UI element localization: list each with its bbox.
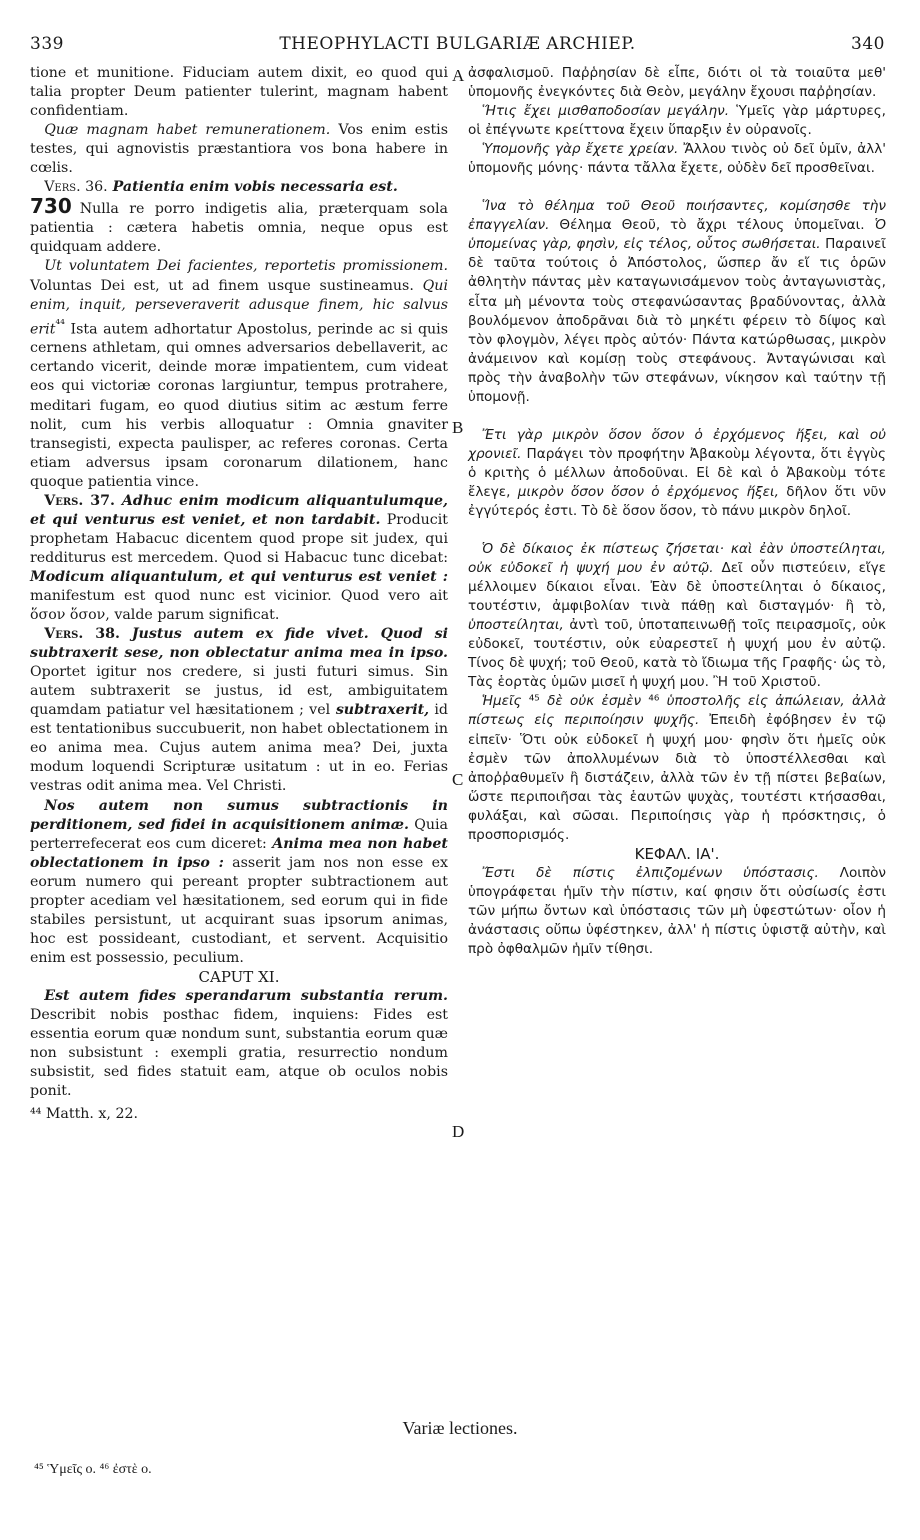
verse-ref: Vers. 37. [44, 492, 115, 509]
lemma: Nos autem non sumus subtractionis in perditionem, sed fidei in acquisitionem animæ. [30, 797, 448, 833]
lemma: Ἥτις ἔχει μισθαποδοσίαν μεγάλην. [481, 103, 730, 120]
quotation: μικρὸν ὅσον ὅσον ὁ ἐρχόμενος ἥξει, [510, 483, 779, 500]
greek-paragraph [468, 197, 886, 407]
variant-notes: ⁴⁵ Ὑμεῖς ο. ⁴⁶ ἐστὲ ο. [34, 1462, 152, 1477]
lemma: Est autem fides sperandarum substantia rerum. [44, 987, 448, 1004]
running-header [30, 34, 885, 58]
latin-text: Vos enim estis testes, qui agnovistis præstantiora vos bona habere in cœlis. [30, 122, 448, 177]
greek-paragraph [468, 692, 886, 844]
latin-text: Quia perterrefecerat eos cum diceret: [30, 816, 449, 852]
lemma: Justus autem ex fide vivet. Quod si subtraxerit sese, non oblectatur anima mea in ipso. [30, 626, 448, 662]
latin-text: Nulla re porro indigetis alia, præterquam sola patientia : cætera habetis omnia, neque opus est quidquam addere. [30, 201, 448, 256]
lemma: Ἔτι γὰρ μικρὸν ὅσον ὅσον ὁ ἐρχόμενος ἥξει, καὶ οὐ χρονιεῖ. [468, 426, 886, 462]
greek-text: Λοιπὸν ὑπογράφεται ἡμῖν τὴν πίστιν, καί φησιν ὅτι οὐσίωσίς ἐστι τῶν μήπω ὄντων καὶ ὑπόστασις τῶν μὴ ὑφεστώτων· οἷον ἡ ἀνάστασις οὔπω ὑφέστηκεν, ἀλλ' ἡ πίστις ὑφιστᾷ αὐτὴν, καὶ πρὸ ὀφθαλμῶν ἡμῖν τίθησι. [468, 864, 886, 958]
latin-paragraph [30, 178, 448, 257]
latin-text: Describit nobis posthac fidem, inquiens: Fides est essentia eorum quæ nondum sunt, substantia eorum quæ non subsistunt : exempli gratia, resurrectio nondum subsistit, sed fides statuit eam, atque ob oculos nobis ponit. [30, 1007, 448, 1100]
lemma: Ut voluntatem Dei facientes, reportetis promissionem. [44, 258, 448, 275]
variae-lectiones-heading: Variæ lectiones. [402, 1418, 518, 1438]
latin-text: Oportet igitur nos credere, si justi futuri simus. Sin autem subtraxerit se justus, id est, ambiguitatem quamdam patiatur vel hæsitationem ; vel [30, 664, 448, 719]
greek-paragraph [468, 426, 886, 521]
lemma: δὲ οὐκ ἐσμὲν [547, 693, 642, 710]
latin-paragraph [30, 987, 448, 1101]
lemma: Patientia enim vobis necessaria est. [107, 179, 398, 196]
quotation: Ὁ ὑπομείνας γὰρ, φησὶν, εἰς τέλος, οὗτος σωθήσεται. [468, 217, 886, 253]
latin-column [30, 64, 448, 1124]
verse-ref: Vers. 38. [44, 626, 120, 643]
latin-text: Ista autem adhortatur Apostolus, perinde ac si quis cernens athletam, qui omnes adversarios debellaverit, ac certando vicerit, deinde moræ impatientem, cum videat eos qui victoriæ coronas largiuntur, tempus protrahere, meditari fugam, eo quod diutius sitim ac æstum ferre nolit, cum his verbis alloquatur : Omnia gnaviter transegisti, expecta paulisper, ac referes coronas. Certa etiam adversus ipsam coronarum dilationem, hanc quoque patientia vince. [30, 321, 448, 490]
greek-text: Παραινεῖ δὲ ταῦτα τούτοις ὁ Ἀπόστολος, ὥσπερ ἄν εἴ τις ὁρῶν ἀθλητὴν πάντας μὲν καταγωνισάμενον τοὺς ἀνταγωνιστὰς, εἶτα μὴ μένοντα τοὺς στεφανώσαντας βραδύνοντας, ἀλλὰ βουλόμενον ἀποδρᾶναι διὰ τὸ μηκέτι φέρειν τὸ δίψος καὶ τὸν φλογμὸν, λέγει πρὸς αὐτόν· Πάντα κατώρθωσας, μικρὸν ἀνάμεινον καὶ κομίσῃ τοὺς στεφάνους. Ἀνταγώνισαι καὶ πρὸς τὴν ἀναβολὴν τῶν στεφάνων, νίκησον καὶ ταύτην τῇ ὑπομονῇ. [468, 236, 886, 405]
greek-text: Δεῖ οὖν πιστεύειν, εἴγε μέλλοιμεν δίκαιοι εἶναι. Ἐὰν δὲ ὑποστείληται ὁ δίκαιος, τουτέστιν, ἀμφιβολίαν τινὰ πάθῃ καὶ δισταγμόν· ἢ τὸ, [468, 560, 886, 615]
footnote: ⁴⁴ Matth. x, 22. [30, 1106, 139, 1123]
margin-marker-c: C [452, 770, 464, 789]
lemma: Ἡμεῖς [481, 693, 522, 710]
greek-text: δῆλον ὅτι νῦν ἐγγύτερός ἐστι. Τὸ δὲ ὅσον ὅσον, τὸ πάνυ μικρὸν δηλοῖ. [468, 483, 886, 519]
latin-text: asserit jam nos non esse ex eorum numero qui pereant propter subtractionem aut propter acediam vel hæsitationem, sed eorum qui in fide stabiles persistunt, ut acquirant suas ipsorum animas, hoc est possideant, custodiant, et servent. Acquisitio enim est possessio, peculium. [30, 854, 448, 966]
latin-paragraph: Ut voluntatem Dei facientes, reportetis promissionem. Voluntas Dei est, ut ad finem usque sustineamus. Qui enim, inquit, perseveraverit adusque finem, hic salvus erit$^{^{44}}$ Ista autem adhortatur Apostolus, perinde ac si quis cernens athletam, qui omnes adversarios debellaverit, ac certando vicerit, deinde moræ impatientem, cum videat eos qui victoriæ coronas largiuntur, tempus protrahere, meditari fugam, eo quod diutius sitim ac æstum ferre nolit, cum his verbis alloquatur : Omnia gnaviter transegisti, expecta paulisper, ac referes coronas. Certa etiam adversus ipsam coronarum dilationem, hanc quoque patientia vince. [30, 258, 448, 490]
quotation: subtraxerit, [330, 702, 430, 719]
lemma: Ὑπομονῆς γὰρ ἔχετε χρείαν. [481, 141, 679, 158]
chapter-heading-greek: ΚΕΦΑΛ. ΙΑ'. [634, 844, 720, 863]
column-number: 730 [30, 194, 72, 219]
greek-paragraph [468, 540, 886, 692]
lemma: Ἔστι δὲ πίστις ἐλπιζομένων ὑπόστασις. [481, 864, 819, 881]
greek-text: Ὑμεῖς γὰρ μάρτυρες, οἱ ἐπέγνωτε κρείττονα ἔχειν ὕπαρξιν ἐν οὐρανοῖς. [468, 103, 886, 139]
greek-text: Παράγει τὸν προφήτην Ἀβακοὺμ λέγοντα, ὅτι ἐγγὺς ὁ κριτὴς ὁ μέλλων ἀποδοῦναι. Εἰ δὲ καὶ ὁ Ἀβακοὺμ τότε ἔλεγε, [468, 445, 886, 500]
note-ref: ⁴⁵ [521, 693, 548, 710]
latin-text: manifestum est quod nunc est vicinior. Quod vero ait ὅσον ὅσον, valde parum significat. [30, 588, 448, 624]
greek-paragraph [468, 64, 886, 102]
page-number-right: 340 [851, 34, 885, 54]
latin-paragraph [30, 492, 448, 625]
greek-paragraph [468, 102, 886, 140]
greek-text: Ἐπειδὴ ἐφόβησεν ἐν τῷ εἰπεῖν· Ὅτι οὐκ εὐδοκεῖ ἡ ψυχή μου· φησὶν ὅτι ἡμεῖς οὐκ ἐσμὲν τῶν ἀπολλυμένων διὰ τὸ ὑποστέλλεσθαι καὶ ἀποῤῥαθυμεῖν ἢ διστάζειν, ἀλλὰ τῶν ἐν τῇ πίστει βεβαίων, ὥστε περιποιῆσαι τὰς ἑαυτῶν ψυχὰς, τουτέστι κτήσασθαι, φυλάξαι, καὶ σῶσαι. Περιποίησις γὰρ ἡ πρόσκτησις, ὁ προσπορισμός. [468, 712, 886, 843]
running-title: THEOPHYLACTI BULGARIÆ ARCHIEP. [279, 34, 636, 54]
lemma: Ὁ δὲ δίκαιος ἐκ πίστεως ζήσεται· καὶ ἐὰν ὑποστείληται, οὐκ εὐδοκεῖ ἡ ψυχή μου ἐν αὐτῷ. [468, 541, 886, 577]
latin-paragraph [30, 625, 448, 796]
quotation: ὑποστείληται, [468, 617, 564, 634]
lemma: Adhuc enim modicum aliquantulumque, et qui venturus est veniet, et non tardabit. [30, 492, 448, 528]
greek-text: Θέλημα Θεοῦ, τὸ ἄχρι τέλους ὑπομεῖναι. [549, 217, 865, 234]
lemma: ὑποστολῆς εἰς ἀπώλειαν, ἀλλὰ πίστεως εἰς περιποίησιν ψυχῆς. [468, 693, 887, 729]
latin-text: tione et munitione. Fiduciam autem dixit, eo quod qui talia propter Deum patienter tulerint, magnam habent confidentiam. [30, 65, 448, 120]
latin-text: id est tentationibus succubuerit, non habet oblectationem in eo anima mea. Cujus autem anima mea? Dei, juxta modum loquendi Scripturæ usitatum : ut in eo. Ferias vestras odit anima mea. Vel Christi. [30, 702, 448, 795]
margin-marker-d: D [452, 1122, 465, 1141]
lemma: Ἵνα τὸ θέλημα τοῦ Θεοῦ ποιήσαντες, κομίσησθε τὴν ἐπαγγελίαν. [468, 198, 886, 234]
margin-marker-b: B [452, 418, 464, 437]
margin-marker-a: A [452, 66, 465, 85]
quotation: Qui enim, inquit, perseveraverit adusque finem, hic salvus erit [30, 277, 448, 338]
greek-text: ἀσφαλισμοῦ. Παῤῥησίαν δὲ εἶπε, διότι οἱ τὰ τοιαῦτα μεθ' ὑπομονῆς ἐνεγκόντες διὰ Θεὸν, μεγάλην ἔχουσι παῤῥησίαν. [468, 65, 886, 101]
greek-column [468, 64, 886, 959]
greek-text: ἀντὶ τοῦ, ὑποταπεινωθῇ τοῖς πειρασμοῖς, οὐκ εὐδοκεῖ, τουτέστιν, οὐκ εὐαρεστεῖ ἡ ψυχή μου ἐν αὐτῷ. Τίνος δὲ ψυχή; τοῦ Θεοῦ, κατὰ τὸ ἴδιωμα τῆς Γραφῆς· ὡς τὸ, Τὰς ἑορτὰς ὑμῶν μισεῖ ἡ ψυχή μου. Ἢ τοῦ Χριστοῦ. [468, 617, 886, 691]
quotation: Anima mea non habet oblectationem in ipso : [30, 835, 448, 871]
greek-paragraph [468, 864, 886, 959]
latin-text: Producit prophetam Habacuc dicentem quod prope sit judex, qui redditurus est mercedem. Quod si Habacuc tunc dicebat: [30, 511, 448, 566]
lemma: Quæ magnam habet remunerationem. [44, 122, 331, 139]
latin-paragraph [30, 121, 448, 178]
note-ref: ⁴⁶ [641, 693, 667, 710]
quotation: Modicum aliquantulum, et qui venturus est veniet : [30, 568, 448, 585]
chapter-heading: CAPUT XI. [198, 967, 280, 986]
latin-text: Voluntas Dei est, ut ad finem usque sustineamus. [30, 277, 414, 294]
greek-paragraph [468, 140, 886, 178]
greek-text: Ἄλλου τινὸς οὐ δεῖ ὑμῖν, ἀλλ' ὑπομονῆς μόνης· πάντα τἄλλα ἔχετε, οὐδὲν δεῖ προσθεῖναι. [468, 141, 886, 177]
page-number-left: 339 [30, 34, 64, 54]
latin-paragraph [30, 797, 448, 968]
latin-paragraph [30, 64, 448, 121]
verse-ref: Vers. 36. [44, 179, 108, 196]
